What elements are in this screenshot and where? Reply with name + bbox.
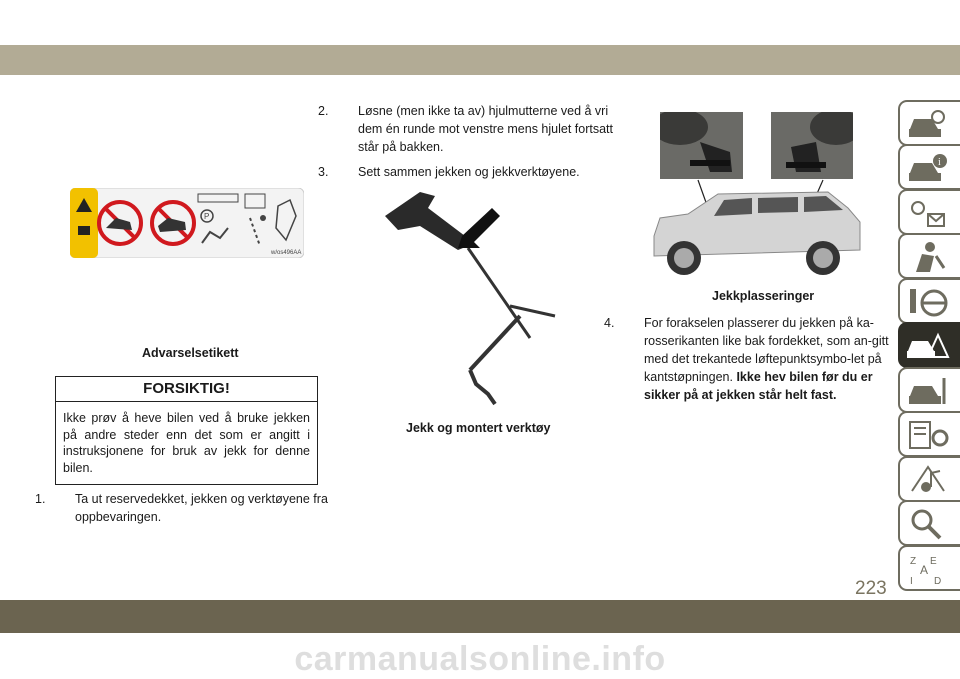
car-service-icon: [906, 374, 950, 408]
suv-illustration: [648, 178, 866, 283]
step-text: Ta ut reservedekket, jekken og verktøyene fra oppbevaringen.: [75, 492, 328, 524]
svg-text:Z: Z: [910, 556, 917, 567]
light-message-icon: [906, 196, 950, 230]
index-az-icon: [906, 552, 950, 586]
tab-servicing[interactable]: [898, 367, 960, 413]
warning-label-code: w/os496AA: [271, 250, 302, 256]
car-info-icon: [906, 151, 950, 185]
jack-caption: Jekk og montert verktøy: [406, 421, 551, 435]
step-4: [604, 314, 912, 404]
tab-specifications[interactable]: [898, 411, 960, 457]
step-number: 2.: [318, 104, 329, 118]
caution-text: Ikke prøv å heve bilen ved å bruke jekken på andre steder enn det som er angitt i instruksjonene for bruk av jekk for denne bilen.: [63, 411, 310, 475]
tab-starting-operating[interactable]: [898, 278, 960, 324]
caution-title: FORSIKTIG!: [56, 377, 317, 402]
step-1: [35, 490, 340, 526]
search-icon: [906, 507, 950, 541]
jack-tool-illustration: [380, 188, 565, 410]
tab-car-key[interactable]: [898, 100, 960, 146]
step-text: Sett sammen jekken og jekkverktøyene.: [358, 165, 580, 179]
multimedia-icon: [906, 463, 950, 497]
step-text: Løsne (men ikke ta av) hjulmutterne ved å vri dem én runde mot venstre mens hjulet fortsatt står på bakken.: [358, 104, 613, 154]
tab-safety[interactable]: [898, 233, 960, 279]
steering-wheel-icon: [906, 285, 950, 319]
step-2: [318, 102, 628, 156]
svg-text:E: E: [930, 556, 937, 567]
step-number: 1.: [35, 492, 46, 506]
tab-search[interactable]: [898, 500, 960, 546]
spec-gear-icon: [906, 418, 950, 452]
tab-multimedia[interactable]: [898, 456, 960, 502]
step-number: 3.: [318, 165, 329, 179]
caution-box: [55, 376, 318, 485]
tab-emergency[interactable]: [898, 322, 960, 368]
svg-text:I: I: [910, 576, 913, 586]
svg-text:i: i: [938, 157, 941, 168]
step-number: 4.: [604, 316, 615, 330]
page-number: 223: [855, 578, 887, 599]
footer-band: [0, 600, 960, 633]
header-band: [0, 45, 960, 75]
warning-label-image: [70, 188, 304, 258]
tab-car-info[interactable]: [898, 144, 960, 190]
jack-points-caption: Jekkplasseringer: [712, 289, 815, 303]
seat-airbag-icon: [906, 240, 950, 274]
step-3: [318, 163, 628, 181]
watermark-text: carmanualsonline.info: [294, 640, 666, 678]
car-key-icon: [906, 107, 950, 141]
warning-label-caption: Advarselsetikett: [142, 346, 239, 360]
svg-text:A: A: [920, 563, 929, 577]
step-text: For forakselen plasserer du jekken på ka-rosserikanten like bak fordekket, som an-gitt med det trekantede løftepunktsymbo-let på kantstøpningen.: [644, 316, 889, 384]
tab-lights-messages[interactable]: [898, 189, 960, 235]
svg-text:D: D: [934, 576, 942, 586]
step-warning-bold: Ikke hev bilen før du er sikker på at jekken står helt fast.: [644, 370, 873, 402]
jack-point-photo-rear: [771, 112, 853, 179]
svg-text:P: P: [204, 212, 210, 221]
jack-point-photo-front: [660, 112, 743, 179]
tab-index[interactable]: [898, 545, 960, 591]
car-warning-icon: [906, 329, 950, 363]
